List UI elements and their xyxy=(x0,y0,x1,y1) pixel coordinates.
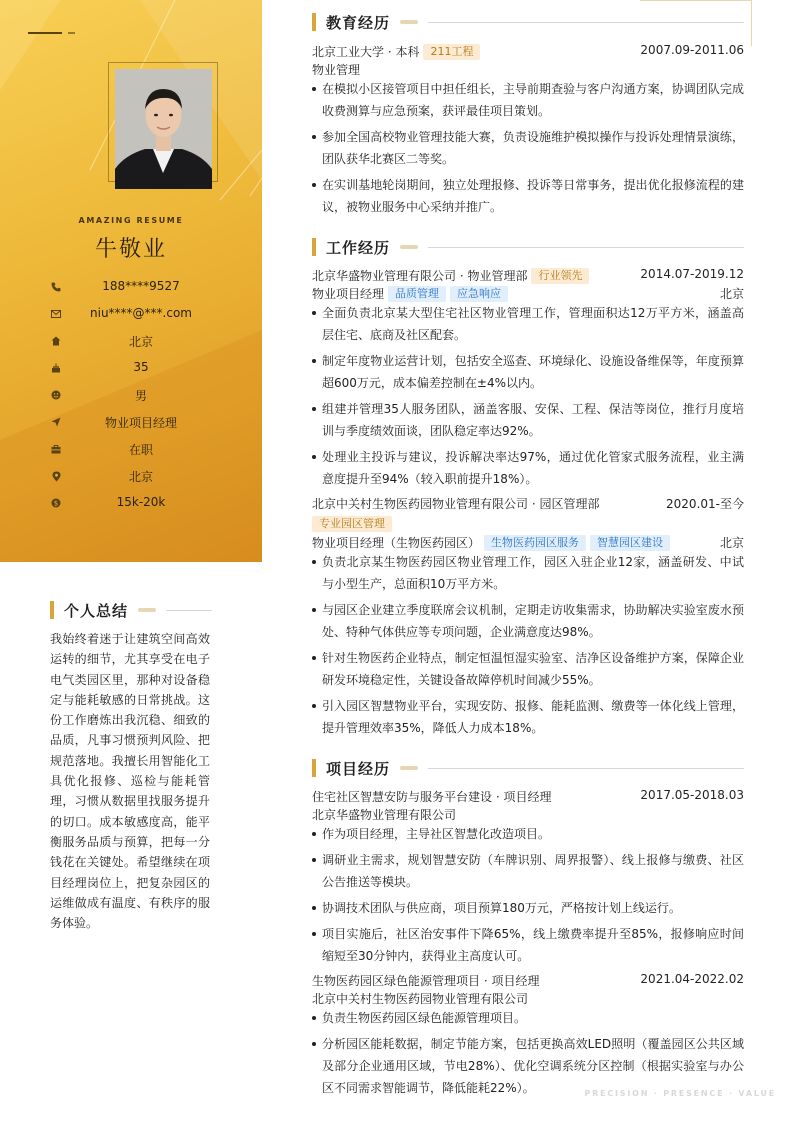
list-item: 全面负责北京某大型住宅社区物业管理工作，管理面积达12万平方米，涵盖高层住宅、底商及社区配套。 xyxy=(312,302,744,346)
project-date: 2021.04-2022.02 xyxy=(640,972,744,986)
project-org: 北京华盛物业管理有限公司 xyxy=(312,808,457,822)
section-title: 个人总结 xyxy=(64,602,129,620)
info-status: 在职 xyxy=(48,440,248,458)
heading-rule xyxy=(428,768,744,769)
job-bullets xyxy=(312,551,744,743)
heading-accent-bar xyxy=(312,759,316,777)
job-role: 物业项目经理 xyxy=(312,287,385,301)
company-tag-row xyxy=(312,515,744,533)
school-tag: 211工程 xyxy=(423,44,480,60)
job-role-row xyxy=(312,284,744,302)
decor-line-short xyxy=(68,32,75,34)
role-tag: 智慧园区建设 xyxy=(590,535,670,551)
section-title: 工作经历 xyxy=(326,239,391,257)
education-date: 2007.09-2011.06 xyxy=(640,43,744,57)
project-header xyxy=(312,971,744,989)
heading-rule xyxy=(428,22,744,23)
list-item: 处理业主投诉与建议，投诉解决率达97%，通过优化管家式服务流程，业主满意度提升至94%（较入职前提升18%）。 xyxy=(312,446,744,490)
job-header xyxy=(312,494,744,512)
major: 物业管理 xyxy=(312,63,361,77)
company-tag: 行业领先 xyxy=(531,268,589,284)
heading-rule xyxy=(166,610,212,611)
education-header xyxy=(312,42,744,60)
school-name: 北京工业大学 · 本科 xyxy=(312,45,420,59)
heading-accent-bar xyxy=(312,13,316,31)
job-city: 北京 xyxy=(719,287,744,301)
section-heading-summary xyxy=(50,600,220,620)
list-item: 制定年度物业运营计划，包括安全巡查、环境绿化、设施设备维保等，年度预算超600万元，成本偏差控制在±4%以内。 xyxy=(312,350,744,394)
svg-text:$: $ xyxy=(53,499,59,508)
resume-subtitle: AMAZING RESUME xyxy=(78,216,184,225)
section-heading-work xyxy=(312,237,744,257)
heading-accent-bar xyxy=(312,238,316,256)
section-heading-education xyxy=(312,12,744,32)
project-header xyxy=(312,787,744,805)
decor-line xyxy=(28,32,62,34)
list-item: 协调技术团队与供应商，项目预算180万元，严格按计划上线运行。 xyxy=(312,897,744,919)
job-role: 物业项目经理（生物医药园区） xyxy=(312,536,481,550)
info-age: 35 xyxy=(48,359,248,377)
section-title: 项目经历 xyxy=(326,760,391,778)
job-city: 北京 xyxy=(719,536,744,550)
footer-slogan: PRECISION · PRESENCE · VALUE xyxy=(584,1089,776,1098)
heading-pill xyxy=(400,245,418,249)
list-item: 调研业主需求，规划智慧安防（车牌识别、周界报警）、线上报修与缴费、社区公告推送等模块。 xyxy=(312,849,744,893)
company-name: 北京中关村生物医药园物业管理有限公司 · 园区管理部 xyxy=(312,497,600,511)
heading-pill xyxy=(138,608,156,612)
job-bullets xyxy=(312,302,744,494)
list-item: 在实训基地轮岗期间，独立处理报修、投诉等日常事务，提出优化报修流程的建议，被物业服务中心采纳并推广。 xyxy=(312,174,744,218)
info-salary: $ 15k-20k xyxy=(48,494,248,512)
section-heading-projects xyxy=(312,758,744,778)
info-email: niu****@***.com xyxy=(48,305,248,323)
list-item: 组建并管理35人服务团队，涵盖客服、安保、工程、保洁等岗位，推行月度培训与季度绩效面谈，团队稳定率达92%。 xyxy=(312,398,744,442)
candidate-name: 牛敬业 xyxy=(94,237,167,262)
role-tag: 品质管理 xyxy=(388,286,446,302)
heading-pill xyxy=(400,766,418,770)
info-location: 北京 xyxy=(48,467,248,485)
list-item: 针对生物医药企业特点，制定恒温恒湿实验室、洁净区设备维护方案，保障企业研发环境稳定性，关键设备故障停机时间减少55%。 xyxy=(312,647,744,691)
section-title: 教育经历 xyxy=(326,14,391,32)
info-phone: 188****9527 xyxy=(48,278,248,296)
heading-rule xyxy=(428,247,744,248)
project-date: 2017.05-2018.03 xyxy=(640,788,744,802)
job-header xyxy=(312,266,744,284)
heading-pill xyxy=(400,20,418,24)
heading-accent-bar xyxy=(50,601,54,619)
job-role-row xyxy=(312,533,744,551)
education-bullets xyxy=(312,78,744,222)
list-item: 在模拟小区接管项目中担任组长，主导前期查验与客户沟通方案，协调团队完成收费测算与应急预案，获评最佳项目策划。 xyxy=(312,78,744,122)
project-bullets xyxy=(312,823,744,971)
list-item: 作为项目经理，主导社区智慧化改造项目。 xyxy=(312,823,744,845)
role-tag: 应急响应 xyxy=(450,286,508,302)
role-tag: 生物医药园区服务 xyxy=(484,535,586,551)
project-org-row xyxy=(312,989,744,1007)
list-item: 参加全国高校物业管理技能大赛，负责设施维护模拟操作与投诉处理情景演练，团队获华北赛区二等奖。 xyxy=(312,126,744,170)
list-item: 引入园区智慧物业平台，实现安防、报修、能耗监测、缴费等一体化线上管理，提升管理效率35%，降低人力成本18%。 xyxy=(312,695,744,739)
info-residence: 北京 xyxy=(48,332,248,350)
job-date: 2014.07-2019.12 xyxy=(640,267,744,281)
project-name: 生物医药园区绿色能源管理项目 · 项目经理 xyxy=(312,974,540,988)
info-gender: 男 xyxy=(48,386,248,404)
project-name: 住宅社区智慧安防与服务平台建设 · 项目经理 xyxy=(312,790,552,804)
company-name: 北京华盛物业管理有限公司 · 物业管理部 xyxy=(312,269,528,283)
list-item: 分析园区能耗数据，制定节能方案，包括更换高效LED照明（覆盖园区公共区域及部分企业通用区域，节电28%）、优化空调系统分区控制（根据实验室与办公区不同需求智能调节，降低能耗22%）。 xyxy=(312,1033,744,1099)
list-item: 负责北京某生物医药园区物业管理工作，园区入驻企业12家，涵盖研发、中试与小型生产，总面积10万平方米。 xyxy=(312,551,744,595)
list-item: 项目实施后，社区治安事件下降65%，线上缴费率提升至85%，报修响应时间缩短至30分钟内，获得业主高度认可。 xyxy=(312,923,744,967)
project-org-row xyxy=(312,805,744,823)
profile-photo xyxy=(115,69,212,189)
info-target-job: 物业项目经理 xyxy=(48,413,248,431)
summary-text: 我始终着迷于让建筑空间高效运转的细节，尤其享受在电子电气类园区里，那种对设备稳定与能耗敏感的日常挑战。这份工作磨炼出我沉稳、细致的品质，凡事习惯预判风险、把规范落地。我擅长用智能化工具优化报修、巡检与能耗管理，习惯从数据里找服务提升的切口。成本敏感度高，能平衡服务品质与预算，把每一分钱花在关键处。希望继续在项目经理岗位上，把复杂园区的运维做成有温度、有秩序的服务体验。 xyxy=(50,632,210,931)
project-org: 北京中关村生物医药园物业管理有限公司 xyxy=(312,992,529,1006)
job-date: 2020.01-至今 xyxy=(666,497,744,511)
company-tag: 专业园区管理 xyxy=(312,516,392,532)
education-major-row xyxy=(312,60,744,78)
list-item: 与园区企业建立季度联席会议机制，定期走访收集需求，协助解决实验室废水预处、特种气体供应等专项问题，企业满意度达98%。 xyxy=(312,599,744,643)
list-item: 负责生物医药园区绿色能源管理项目。 xyxy=(312,1007,744,1029)
